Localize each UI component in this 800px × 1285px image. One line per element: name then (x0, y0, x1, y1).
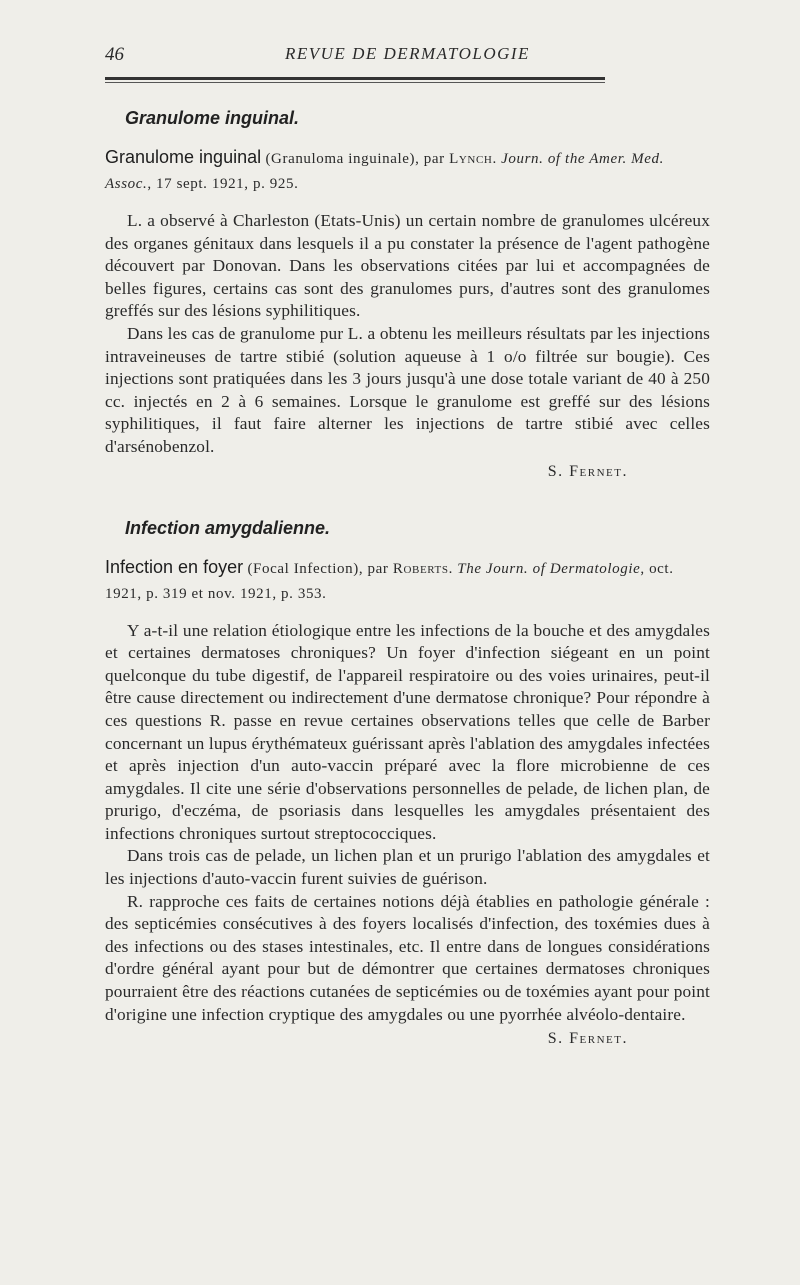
body-paragraph: Dans les cas de granulome pur L. a obtenu les meilleurs résultats par les injections intraveineuses de tartre stibié (solution aqueuse à 1 o/o filtrée sur bougie). Ces injections sont pratiquées dans les 3 jours jusqu'à une dose totale variant de 40 à 250 cc. injectés en 2 à 6 semaines. Lorsque le granulome est greffé sur des lésions syphilitiques, il faut faire alterner les injections de tartre stibié avec celles d'arsénobenzol. (105, 323, 710, 456)
journal-name: Journ. of the Amer. Med. Assoc. (105, 151, 664, 192)
article-reference (105, 146, 710, 196)
body-paragraph: L. a observé à Charleston (Etats-Unis) un certain nombre de granulomes ulcéreux des organes génitaux dans lesquels il a pu constater la présence de l'agent pathogène découvert par Donovan. Dans les observations citées par lui et accompagnées de belles figures, certains cas sont des granulomes purs, d'autres sont des granulomes greffés sur des lésions syphilitiques. (105, 211, 710, 321)
header-rule-thick (105, 77, 605, 80)
running-title: REVUE DE DERMATOLOGIE (285, 44, 530, 63)
article-title: Infection en foyer (105, 556, 244, 577)
ref-text: . (448, 560, 458, 577)
page-content (105, 108, 710, 1048)
ref-text: (Focal Infection), par (243, 560, 393, 577)
body-paragraph: Dans trois cas de pelade, un lichen plan et un prurigo l'ablation des amygdales et les injections d'auto-vaccin furent suivies de guérison. (105, 846, 710, 889)
article-reference (105, 556, 710, 606)
article-author: Lynch (449, 151, 493, 167)
ref-text: , 17 sept. 1921, p. 925. (147, 176, 299, 192)
article-author: Roberts (392, 560, 449, 577)
signature: S. Fernet. (547, 1030, 628, 1048)
body-paragraph: R. rapproche ces faits de certaines notions déjà établies en pathologie générale : des septicémies consécutives à des foyers localisés d'infection, des toxémies dues à des infections ou des stases intestinales, etc. Il entre dans de longues considérations d'ordre général ayant pour but de démontrer que certaines dermatoses chroniques pourraient être des réactions cutanées de septicémies ou de toxémies ayant pour point d'origine une infection cryptique des amygdales ou une pyorrhée alvéolo-dentaire. (105, 891, 710, 1024)
ref-text: , oct. 1921, p. 319 et nov. 1921, p. 353. (105, 560, 674, 602)
page-number: 46 (105, 44, 124, 65)
ref-text: (Granuloma inguinale), par (261, 151, 450, 167)
signature: S. Fernet. (547, 462, 628, 480)
header-rule-thin (105, 82, 605, 83)
section-granulome-inguinal (105, 108, 710, 481)
section-heading: Granulome inguinal. (125, 108, 300, 128)
running-header (105, 44, 710, 74)
body-paragraph: Y a-t-il une relation étiologique entre les infections de la bouche et des amygdales et certaines dermatoses chroniques? Un foyer d'infection siégeant en un point quelconque du tube digestif, de l'appareil respiratoire ou des voies urinaires, peut-il être cause directement ou indirectement d'une dermatose chronique? Pour répondre à ces questions R. passe en revue certaines observations telles que celle de Barber concernant un lupus érythémateux guérissant après l'ablation des amygdales infectées et après injection d'un auto-vaccin préparé avec la flore microbienne de ces amygdales. Il cite une série d'observations personnelles de pelade, de lichen plan, de prurigo, d'eczéma, de psoriasis dans lesquelles les amygdales présentaient des infections chroniques surtout streptococciques. (105, 620, 710, 843)
section-heading: Infection amygdalienne. (125, 517, 331, 538)
article-title: Granulome inguinal (105, 147, 262, 167)
journal-name: The Journ. of Dermatologie (457, 560, 641, 577)
ref-text: . (492, 151, 502, 167)
section-infection-amygdalienne (105, 518, 710, 1049)
